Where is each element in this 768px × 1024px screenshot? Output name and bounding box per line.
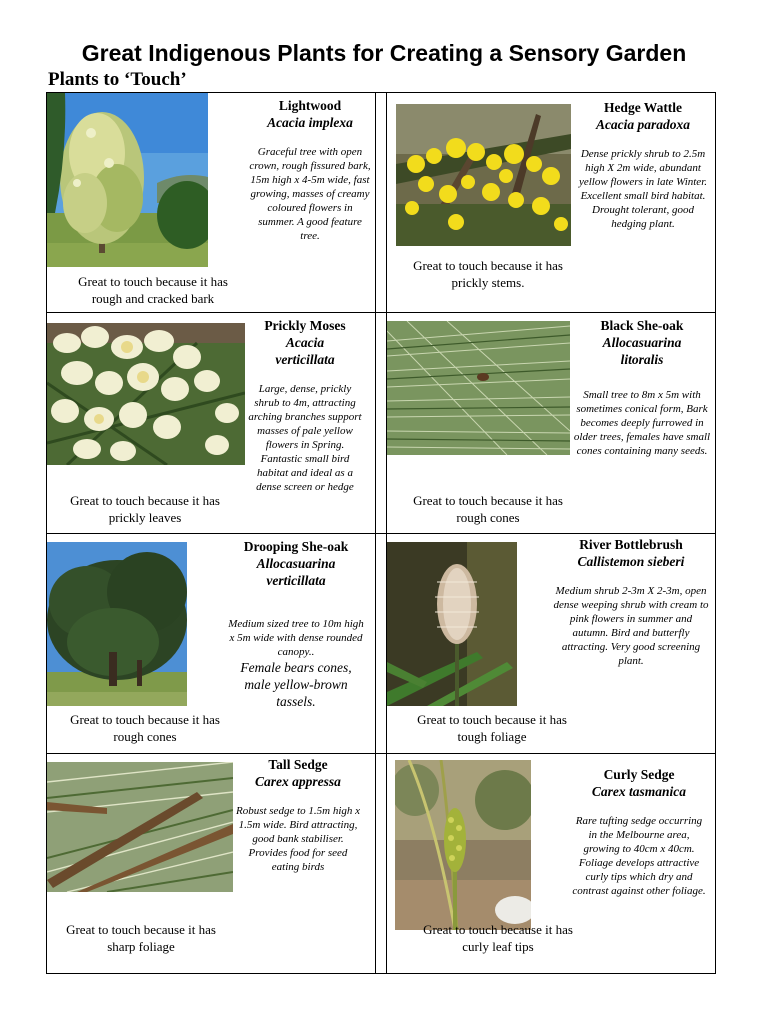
plant-photo [396, 104, 571, 246]
plant-description: Rare tufting sedge occurring in the Melbourne area, growing to 40cm x 40cm. Foliage develops attractive curly tips which dry and contrast against other foliage. [572, 815, 706, 897]
table-border-bottom [46, 973, 716, 974]
plant-photo [47, 93, 208, 267]
plant-scientific-name-line2: litoralis [620, 352, 664, 367]
plant-description: Robust sedge to 1.5m high x 1.5m wide. Bird attracting, good bank stabiliser. Provides food for seed eating birds [235, 805, 361, 873]
plant-photo [47, 323, 245, 465]
touch-note: Great to touch because it has tough foliage [417, 712, 567, 744]
document-title: Great Indigenous Plants for Creating a Sensory Garden [81, 40, 687, 66]
touch-note: Great to touch because it has rough cones [70, 712, 220, 744]
plant-description-emphasis: Female bears cones, male yellow-brown tassels. [240, 660, 352, 709]
plant-scientific-name-line1: Acacia [285, 335, 325, 350]
plant-info [571, 766, 707, 898]
plant-scientific-name: Carex appressa [255, 774, 341, 789]
plant-info [573, 317, 711, 458]
plant-scientific-name-line2: verticillata [275, 352, 335, 367]
plant-info [553, 536, 709, 668]
plant-info [249, 97, 371, 243]
plant-name: Hedge Wattle [603, 100, 683, 115]
plant-description: Graceful tree with open crown, rough fissured bark, 15m high x 4-5m wide, fast growing, masses of creamy coloured flowers in summer. A good feature tree. [249, 146, 371, 242]
plant-info [227, 538, 365, 710]
touch-note: Great to touch because it has prickly leaves [70, 493, 220, 525]
plant-info [575, 99, 711, 231]
touch-note: Great to touch because it has curly leaf tips [423, 922, 573, 954]
plant-photo [395, 760, 531, 930]
plant-name: Lightwood [278, 98, 342, 113]
plant-description: Medium shrub 2-3m X 2-3m, open dense weeping shrub with cream to pink flowers in summer and autumn. Bird and butterfly attracting. Very good screening plant. [553, 585, 709, 667]
plant-scientific-name: Acacia paradoxa [595, 117, 691, 132]
section-title: Plants to ‘Touch’ [48, 69, 187, 90]
plant-cell-tall-sedge [47, 754, 375, 973]
plant-name: River Bottlebrush [579, 537, 683, 552]
plant-description: Large, dense, prickly shrub to 4m, attracting arching branches support masses of pale yellow flowers in Spring. Fantastic small bird habitat and ideal as a dense screen or hedge [248, 383, 362, 493]
touch-note: Great to touch because it has sharp foliage [66, 922, 216, 954]
plant-photo [387, 542, 517, 706]
touch-note: Great to touch because it has rough cones [413, 493, 563, 525]
plant-table [46, 92, 716, 974]
plant-cell-black-she-oak [387, 313, 715, 533]
plant-scientific-name: Carex tasmanica [591, 784, 687, 799]
plant-cell-lightwood [47, 93, 375, 312]
plant-name: Tall Sedge [268, 757, 328, 772]
plant-description-main: Medium sized tree to 10m high x 5m wide with dense rounded canopy.. [228, 618, 364, 658]
plant-info [247, 317, 363, 494]
plant-photo [387, 321, 570, 455]
plant-name: Black She-oak [600, 318, 684, 333]
touch-note: Great to touch because it has rough and cracked bark [78, 274, 228, 306]
plant-cell-river-bottlebrush [387, 534, 715, 753]
plant-cell-hedge-wattle [387, 93, 715, 312]
plant-name: Curly Sedge [603, 767, 675, 782]
plant-name: Drooping She-oak [243, 539, 349, 554]
plant-scientific-name-line1: Allocasuarina [256, 556, 336, 571]
plant-photo [47, 542, 187, 706]
plant-scientific-name-line1: Allocasuarina [602, 335, 682, 350]
plant-scientific-name-line2: verticillata [266, 573, 326, 588]
plant-cell-prickly-moses [47, 313, 375, 533]
plant-description: Small tree to 8m x 5m with sometimes conical form, Bark becomes deeply furrowed in older trees, females have small cones containing many seeds. [573, 389, 711, 457]
plant-scientific-name: Acacia implexa [267, 115, 353, 130]
plant-cell-curly-sedge [387, 754, 715, 973]
plant-description [227, 617, 365, 710]
plant-info [235, 756, 361, 874]
plant-photo [47, 762, 233, 892]
plant-scientific-name: Callistemon sieberi [577, 554, 685, 569]
plant-name: Prickly Moses [264, 318, 346, 333]
touch-note: Great to touch because it has prickly stems. [413, 258, 563, 290]
plant-description: Dense prickly shrub to 2.5m high X 2m wide, abundant yellow flowers in late Winter. Excellent small bird habitat. Drought tolerant, good hedging plant. [578, 148, 708, 230]
plant-cell-drooping-she-oak [47, 534, 375, 753]
